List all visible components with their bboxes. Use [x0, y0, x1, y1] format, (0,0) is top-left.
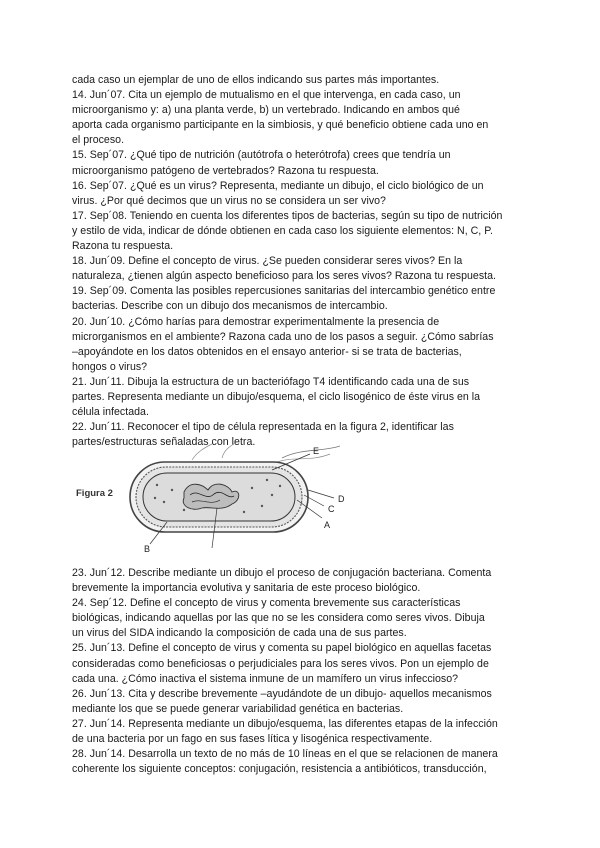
- text-line: y estilo de vida, indicar de dónde obtienen en cada caso los siguiente elementos: N, C, P.: [72, 224, 493, 237]
- label-a: A: [324, 520, 331, 530]
- text-line: naturaleza, ¿tienen algún aspecto beneficioso para los seres vivos? Razona tu respuesta.: [72, 270, 496, 283]
- text-line: 22. Jun´11. Reconocer el tipo de célula representada en la figura 2, identificar las: [72, 421, 454, 434]
- text-line: biológicas, indicando aquellas por las que no se les considera como seres vivos. Dibuja: [72, 612, 485, 625]
- text-line: Razona tu respuesta.: [72, 240, 174, 253]
- text-line: virus. ¿Por qué decimos que un virus no se considera un ser vivo?: [72, 194, 386, 207]
- figure-2: [72, 440, 372, 558]
- label-d: D: [338, 494, 345, 504]
- bacterium-diagram: [72, 440, 372, 558]
- text-line: 18. Jun´09. Define el concepto de virus. ¿Se pueden considerar seres vivos? En la: [72, 255, 463, 268]
- text-line: –apoyándote en los datos obtenidos en el ensayo anterior- si se trata de bacterias,: [72, 345, 462, 358]
- text-line: 24. Sep´12. Define el concepto de virus y comenta brevemente sus características: [72, 597, 461, 610]
- text-line: coherente los siguiente conceptos: conjugación, resistencia a antibióticos, transducción,: [72, 763, 487, 776]
- text-line: 28. Jun´14. Desarrolla un texto de no más de 10 líneas en el que se relacionen de manera: [72, 748, 498, 761]
- text-line: aporta cada organismo participante en la simbiosis, y qué beneficio obtiene cada uno en: [72, 119, 489, 132]
- text-line: microrganismos en el ambiente? Razona cada uno de los pasos a seguir. ¿Cómo sabrías: [72, 330, 494, 343]
- text-line: 15. Sep´07. ¿Qué tipo de nutrición (autótrofa o heterótrofa) crees que tendría un: [72, 149, 451, 162]
- text-line: bacterias. Describe con un dibujo dos mecanismos de intercambio.: [72, 300, 388, 313]
- text-line: 14. Jun´07. Cita un ejemplo de mutualismo en el que intervenga, en cada caso, un: [72, 89, 461, 102]
- text-line: brevemente la importancia evolutiva y sanitaria de este proceso biológico.: [72, 582, 421, 595]
- label-e: E: [313, 446, 320, 456]
- text-line: partes. Representa mediante un dibujo/esquema, el ciclo lisogénico de éste virus en la: [72, 390, 481, 403]
- text-line: 16. Sep´07. ¿Qué es un virus? Representa, mediante un dibujo, el ciclo biológico de un: [72, 179, 484, 192]
- text-line: partes/estructuras señaladas con letra.: [72, 436, 256, 449]
- text-line: de una bacteria por un fago en sus fases lítica y lisogénica respectivamente.: [72, 733, 433, 746]
- text-line: microorganismo patógeno de vertebrados? Razona tu respuesta.: [72, 164, 379, 177]
- text-line: el proceso.: [72, 134, 125, 147]
- questions-top-section: [72, 73, 532, 450]
- text-line: cada una. ¿Cómo inactiva el sistema inmune de un mamífero un virus infeccioso?: [72, 672, 459, 685]
- text-line: 25. Jun´13. Define el concepto de virus y comenta su papel biológico en aquellas facetas: [72, 642, 492, 655]
- text-line: cada caso un ejemplar de uno de ellos indicando sus partes más importantes.: [72, 74, 440, 86]
- text-line: microorganismo y: a) una planta verde, b) un vertebrado. Indicando en ambos qué: [72, 104, 460, 117]
- text-line: 23. Jun´12. Describe mediante un dibujo el proceso de conjugación bacteriana. Comenta: [72, 567, 492, 579]
- figure-caption: Figura 2: [76, 488, 113, 499]
- text-line: consideradas como beneficiosas o perjudiciales para los seres vivos. Pon un ejemplo de: [72, 657, 489, 670]
- text-line: 27. Jun´14. Representa mediante un dibujo/esquema, las diferentes etapas de la infección: [72, 717, 498, 730]
- text-line: 19. Sep´09. Comenta las posibles repercusiones sanitarias del intercambio genético entre: [72, 285, 496, 298]
- text-line: 20. Jun´10. ¿Cómo harías para demostrar experimentalmente la presencia de: [72, 315, 440, 328]
- text-line: hongos o virus?: [72, 360, 148, 373]
- text-line: mediante los que se puede generar variabilidad genética en bacterias.: [72, 702, 404, 715]
- text-line: 21. Jun´11. Dibuja la estructura de un bacteriófago T4 identificando cada una de sus: [72, 375, 470, 388]
- text-line: un virus del SIDA indicando la composición de cada una de sus partes.: [72, 627, 407, 640]
- label-b: B: [144, 544, 151, 554]
- questions-bottom-section: [72, 566, 532, 777]
- text-line: célula infectada.: [72, 406, 149, 419]
- text-line: 26. Jun´13. Cita y describe brevemente –ayudándote de un dibujo- aquellos mecanismos: [72, 687, 492, 700]
- label-c: C: [328, 504, 335, 514]
- text-line: 17. Sep´08. Teniendo en cuenta los diferentes tipos de bacterias, según su tipo de nutrición: [72, 209, 503, 222]
